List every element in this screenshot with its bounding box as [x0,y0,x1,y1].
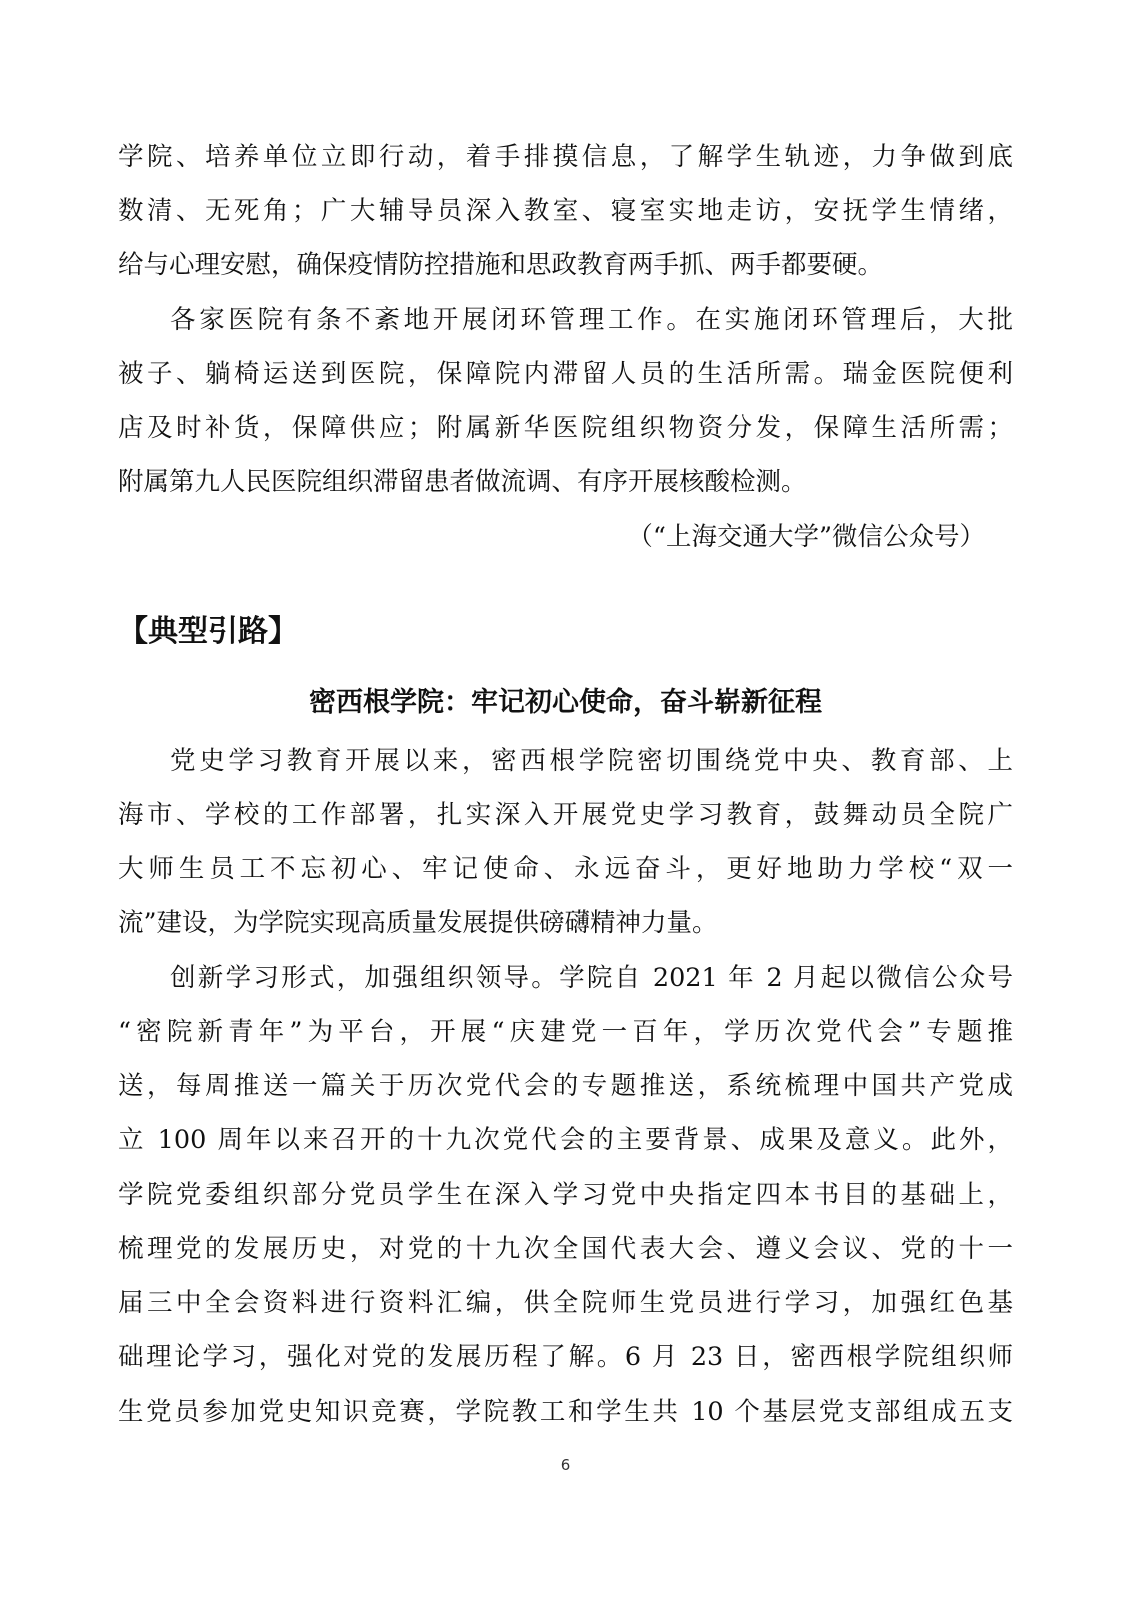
body-text-line: 附属第九人民医院组织滞留患者做流调、有序开展核酸检测。 [118,467,807,497]
source-attribution: （“上海交通大学”微信公众号） [627,522,985,552]
article-title: 密西根学院：牢记初心使命，奋斗崭新征程 [309,687,822,718]
body-text-line: 学院党委组织部分党员学生在深入学习党中央指定四本书目的基础上， [118,1180,1013,1210]
body-text-line: 店及时补货，保障供应；附属新华医院组织物资分发，保障生活所需； [118,413,1013,443]
body-text-line: 立 100 周年以来召开的十九次党代会的主要背景、成果及意义。此外， [118,1125,1013,1155]
body-text-line: 础理论学习，强化对党的发展历程了解。6 月 23 日，密西根学院组织师 [118,1342,1013,1372]
body-text-line: 数清、无死角；广大辅导员深入教室、寝室实地走访，安抚学生情绪， [118,196,1013,226]
body-text-line: 学院、培养单位立即行动，着手排摸信息，了解学生轨迹，力争做到底 [118,142,1013,172]
body-text-line: 党史学习教育开展以来，密西根学院密切围绕党中央、教育部、上 [170,746,1013,776]
body-text-line: 梳理党的发展历史，对党的十九次全国代表大会、遵义会议、党的十一 [118,1234,1013,1264]
body-text-line: 生党员参加党史知识竞赛，学院教工和学生共 10 个基层党支部组成五支 [118,1397,1013,1427]
body-text-line: “密院新青年”为平台，开展“庆建党一百年，学历次党代会”专题推 [118,1017,1013,1047]
page-number: 6 [560,1456,571,1474]
body-text-line: 届三中全会资料进行资料汇编，供全院师生党员进行学习，加强红色基 [118,1288,1013,1318]
body-text-line: 流”建设，为学院实现高质量发展提供磅礴精神力量。 [118,908,718,938]
body-text-line: 创新学习形式，加强组织领导。学院自 2021 年 2 月起以微信公众号 [170,963,1013,993]
section-heading: 【典型引路】 [118,614,298,649]
body-text-line: 大师生员工不忘初心、牢记使命、永远奋斗，更好地助力学校“双一 [118,854,1013,884]
body-text-line: 各家医院有条不紊地开展闭环管理工作。在实施闭环管理后，大批 [170,305,1013,335]
body-text-line: 被子、躺椅运送到医院，保障院内滞留人员的生活所需。瑞金医院便利 [118,359,1013,389]
body-text-line: 给与心理安慰，确保疫情防控措施和思政教育两手抓、两手都要硬。 [118,250,884,280]
body-text-line: 海市、学校的工作部署，扎实深入开展党史学习教育，鼓舞动员全院广 [118,800,1013,830]
body-text-line: 送，每周推送一篇关于历次党代会的专题推送，系统梳理中国共产党成 [118,1071,1013,1101]
